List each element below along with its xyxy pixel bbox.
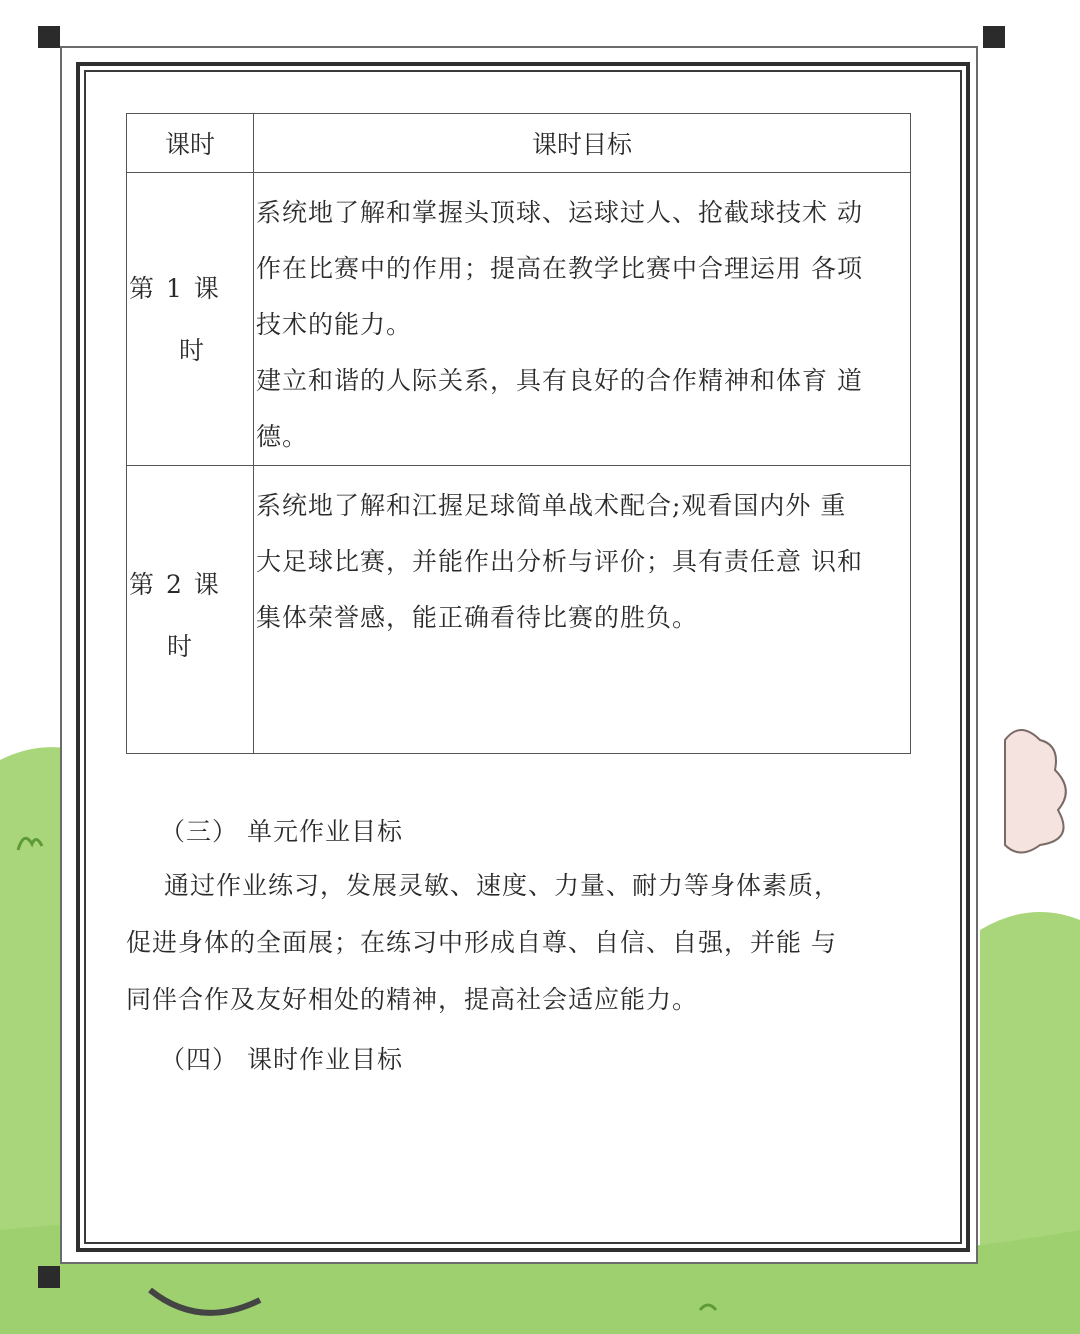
unit-goals-paragraph	[126, 857, 906, 1028]
goal-line: 集体荣誉感，能正确看待比赛的胜负。	[256, 603, 699, 632]
table-row	[127, 466, 911, 754]
goal-line: 德。	[256, 422, 309, 451]
lesson-label-line2: 时	[179, 336, 207, 365]
goal-cell	[254, 466, 911, 754]
section-heading-unit-goals: （三） 单元作业目标	[160, 817, 403, 846]
lesson-label-line1: 第 2 课	[129, 570, 221, 599]
lesson-label-line2: 时	[167, 632, 195, 661]
goal-line: 系统地了解和掌握头顶球、运球过人、抢截球技术 动	[256, 198, 863, 227]
frame-corner-handle	[983, 26, 1005, 48]
table-row	[127, 173, 911, 466]
paragraph-line: 促进身体的全面展；在练习中形成自尊、自信、自强，并能 与	[126, 928, 837, 957]
header-goal: 课时目标	[254, 114, 911, 173]
frame-corner-handle	[38, 1266, 60, 1288]
section-heading-lesson-goals: （四） 课时作业目标	[160, 1045, 403, 1074]
paragraph-line: 同伴合作及友好相处的精神，提高社会适应能力。	[126, 985, 699, 1014]
goal-line: 作在比赛中的作用；提高在教学比赛中合理运用 各项	[256, 254, 863, 283]
paragraph-line: 通过作业练习，发展灵敏、速度、力量、耐力等身体素质，	[164, 871, 841, 900]
lesson-goals-table	[126, 113, 911, 754]
goal-cell	[254, 173, 911, 466]
lesson-cell	[127, 466, 254, 754]
lesson-label-line1: 第 1 课	[129, 274, 221, 303]
goal-line: 技术的能力。	[256, 310, 413, 339]
goal-line: 系统地了解和江握足球简单战术配合;观看国内外 重	[256, 491, 847, 520]
table-header-row	[127, 114, 911, 173]
goal-line: 大足球比赛，并能作出分析与评价；具有责任意 识和	[256, 547, 863, 576]
lesson-cell	[127, 173, 254, 466]
goal-line: 建立和谐的人际关系，具有良好的合作精神和体育 道	[256, 366, 863, 395]
cloud-shape	[1005, 730, 1066, 853]
frame-corner-handle	[38, 26, 60, 48]
header-lesson: 课时	[127, 114, 254, 173]
